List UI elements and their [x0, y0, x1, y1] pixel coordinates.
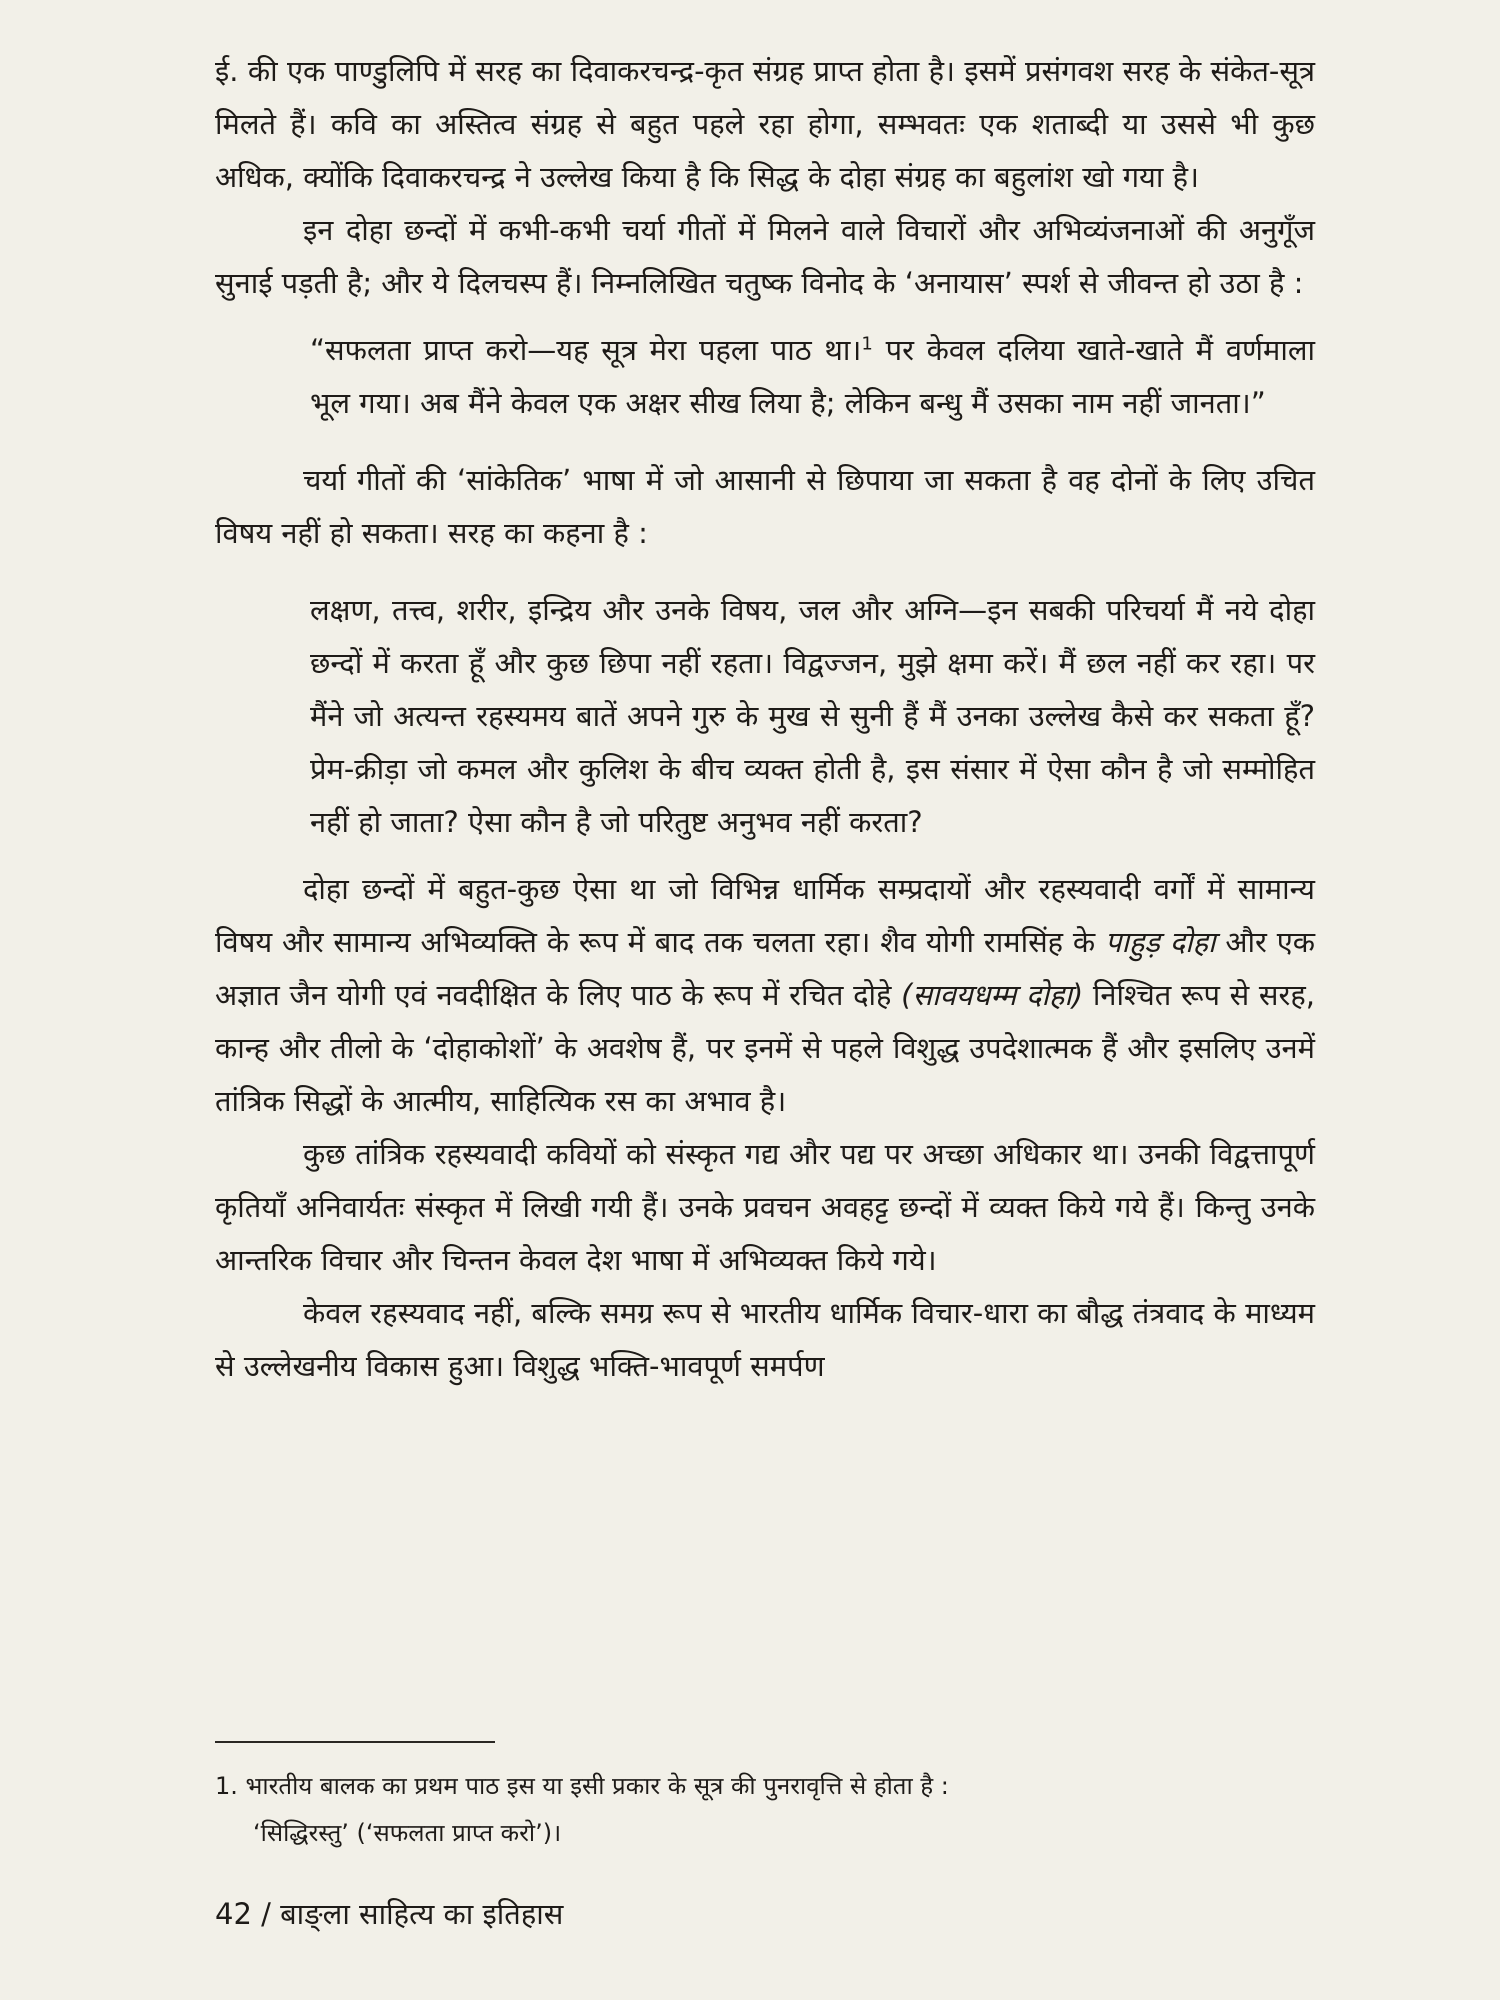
quote-1-text-b: पर केवल दलिया खाते-खाते मैं वर्णमाला भूल गया। अब मैंने केवल एक अक्षर सीख लिया है; लेकिन बन्धु मैं उसका नाम नहीं जानता।”: [310, 333, 1315, 420]
paragraph-4-text-b: और एक अज्ञात जैन योगी एवं नवदीक्षित के लिए पाठ के रूप में रचित दोहे: [215, 925, 1315, 1012]
work-title-pahud-doha: पाहुड़ दोहा: [1104, 925, 1216, 959]
body-text: [215, 45, 1315, 1393]
footnote-reference: 1: [861, 333, 873, 355]
running-title: बाङ्ला साहित्य का इतिहास: [280, 1897, 564, 1931]
paragraph-6: केवल रहस्यवाद नहीं, बल्कि समग्र रूप से भारतीय धार्मिक विचार-धारा का बौद्ध तंत्रवाद के माध्यम से उल्लेखनीय विकास हुआ। विशुद्ध भक्ति-भावपूर्ण समर्पण: [215, 1296, 1315, 1383]
page-footer: [215, 1894, 563, 1934]
paragraph-5: कुछ तांत्रिक रहस्यवादी कवियों को संस्कृत गद्य और पद्य पर अच्छा अधिकार था। उनकी विद्वत्तापूर्ण कृतियाँ अनिवार्यतः संस्कृत में लिखी गयी हैं। उनके प्रवचन अवहट्ट छन्दों में व्यक्त किये गये हैं। किन्तु उनके आन्तरिक विचार और चिन्तन केवल देश भाषा में अभिव्यक्त किये गये।: [215, 1137, 1315, 1277]
blockquote-2: लक्षण, तत्त्व, शरीर, इन्द्रिय और उनके विषय, जल और अग्नि—इन सबकी परिचर्या मैं नये दोहा छन्दों में करता हूँ और कुछ छिपा नहीं रहता। विद्वज्जन, मुझे क्षमा करें। मैं छल नहीं कर रहा। पर मैंने जो अत्यन्त रहस्यमय बातें अपने गुरु के मुख से सुनी हैं मैं उनका उल्लेख कैसे कर सकता हूँ? प्रेम-क्रीड़ा जो कमल और कुलिश के बीच व्यक्त होती है, इस संसार में ऐसा कौन है जो सम्मोहित नहीं हो जाता? ऐसा कौन है जो परितुष्ट अनुभव नहीं करता?: [310, 593, 1315, 839]
quote-1-text-a: “सफलता प्राप्त करो—यह सूत्र मेरा पहला पाठ था।: [310, 333, 862, 367]
paragraph-2: इन दोहा छन्दों में कभी-कभी चर्या गीतों में मिलने वाले विचारों और अभिव्यंजनाओं की अनुगूँज सुनाई पड़ती है; और ये दिलचस्प हैं। निम्नलिखित चतुष्क विनोद के ‘अनायास’ स्पर्श से जीवन्त हो उठा है :: [215, 213, 1315, 300]
paragraph-4-text-c: निश्चित रूप से सरह, कान्ह और तीलो के ‘दोहाकोशों’ के अवशेष हैं, पर इनमें से पहले विशुद्ध उपदेशात्मक हैं और इसलिए उनमें तांत्रिक सिद्धों के आत्मीय, साहित्यिक रस का अभाव है।: [215, 978, 1316, 1118]
footnote-divider: [215, 1741, 495, 1743]
blockquote-1: [310, 324, 1315, 430]
paragraph-4-text-a: दोहा छन्दों में बहुत-कुछ ऐसा था जो विभिन्न धार्मिक सम्प्रदायों और रहस्यवादी वर्गों में सामान्य विषय और सामान्य अभिव्यक्ति के रूप में बाद तक चलता रहा। शैव योगी रामसिंह के: [215, 872, 1315, 959]
paragraph-4: [215, 863, 1315, 1128]
footnote: [215, 1763, 1315, 1857]
work-title-savayadhamma-doha: (सावयधम्म दोहा): [901, 978, 1084, 1012]
page-number: 42: [215, 1897, 252, 1931]
footnote-line-1: 1. भारतीय बालक का प्रथम पाठ इस या इसी प्रकार के सूत्र की पुनरावृत्ति से होता है :: [215, 1772, 949, 1800]
footnote-line-2: ‘सिद्धिरस्तु’ (‘सफलता प्राप्त करो’)।: [253, 1819, 562, 1847]
footer-separator: /: [261, 1897, 271, 1931]
paragraph-1: ई. की एक पाण्डुलिपि में सरह का दिवाकरचन्द्र-कृत संग्रह प्राप्त होता है। इसमें प्रसंगवश सरह के संकेत-सूत्र मिलते हैं। कवि का अस्तित्व संग्रह से बहुत पहले रहा होगा, सम्भवतः एक शताब्दी या उससे भी कुछ अधिक, क्योंकि दिवाकरचन्द्र ने उल्लेख किया है कि सिद्ध के दोहा संग्रह का बहुलांश खो गया है।: [215, 54, 1315, 194]
paragraph-3: चर्या गीतों की ‘सांकेतिक’ भाषा में जो आसानी से छिपाया जा सकता है वह दोनों के लिए उचित विषय नहीं हो सकता। सरह का कहना है :: [215, 463, 1315, 550]
